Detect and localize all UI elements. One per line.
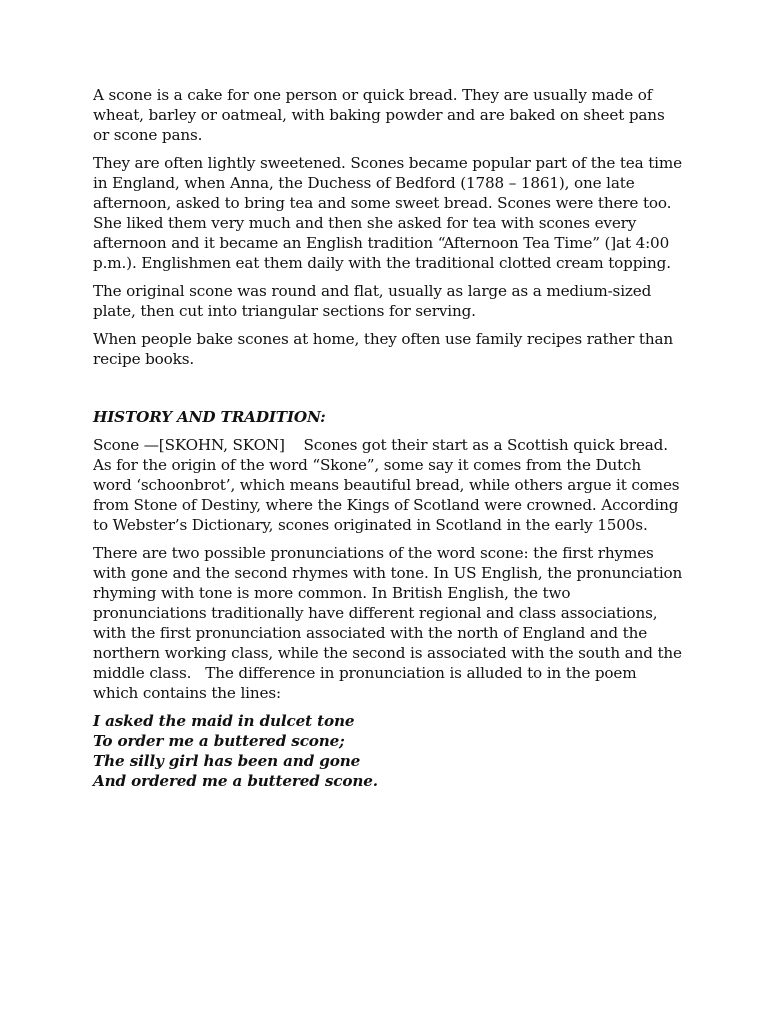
document-page <box>93 86 687 792</box>
poem-line-3: The silly girl has been and gone <box>93 751 361 770</box>
section-gap <box>93 379 683 408</box>
poem-line-2: To order me a buttered scone; <box>93 731 345 750</box>
intro-paragraph-1: A scone is a cake for one person or quick bread. They are usually made of wheat, barley or oatmeal, with baking powder and are baked on sheet pans or scone pans. <box>93 86 665 144</box>
history-paragraph-2: There are two possible pronunciations of the word scone: the first rhymes with gone and the second rhymes with tone. In US English, the pronunciation rhyming with tone is more common. In British English, the two pronunciations traditionally have different regional and class associations, with the first pronunciation associated with the north of England and the northern working class, while the second is associated with the south and the middle class. The difference in pronunciation is alluded to in the poem which contains the lines: <box>93 544 687 702</box>
intro-paragraph-4: When people bake scones at home, they often use family recipes rather than recipe books. <box>93 330 673 369</box>
intro-paragraph-3: The original scone was round and flat, usually as large as a medium-sized plate, then cut into triangular sections for serving. <box>93 282 652 321</box>
intro-paragraph-2: They are often lightly sweetened. Scones became popular part of the tea time in England, when Anna, the Duchess of Bedford (1788 – 1861), one late afternoon, asked to bring tea and some sweet bread. Scones were there too. She liked them very much and then she asked for tea with scones every afternoon and it became an English tradition “Afternoon Tea Time” (]at 4:00 p.m.). Englishmen eat them daily with the traditional clotted cream topping. <box>93 154 682 272</box>
history-heading: HISTORY AND TRADITION: <box>93 407 326 426</box>
history-paragraph-1: Scone —[SKOHN, SKON] Scones got their start as a Scottish quick bread. As for the origin of the word “Skone”, some say it comes from the Dutch word ‘schoonbrot’, which means beautiful bread, while others argue it comes from Stone of Destiny, where the Kings of Scotland were crowned. According to Webster’s Dictionary, scones originated in Scotland in the early 1500s. <box>93 436 685 534</box>
poem-line-1: I asked the maid in dulcet tone <box>93 711 355 730</box>
poem-line-4: And ordered me a buttered scone. <box>93 771 378 790</box>
poem <box>93 712 683 792</box>
